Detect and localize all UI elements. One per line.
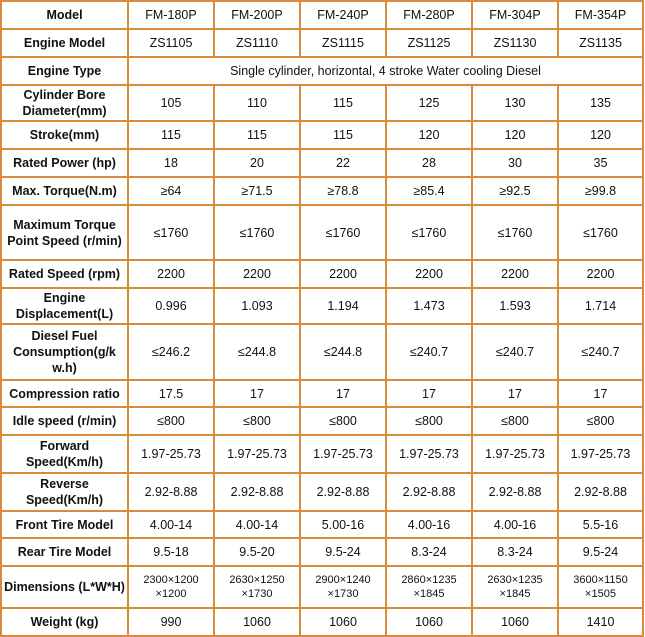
row-label: Front Tire Model	[1, 511, 128, 538]
value-cell: FM-354P	[558, 1, 643, 29]
value-cell: FM-280P	[386, 1, 472, 29]
value-cell: 4.00-16	[386, 511, 472, 538]
value-cell: 1.473	[386, 288, 472, 324]
value-cell: 120	[386, 121, 472, 149]
value-cell: ≤246.2	[128, 324, 214, 380]
value-cell: 1.093	[214, 288, 300, 324]
value-cell: ZS1125	[386, 29, 472, 57]
row-forward	[1, 435, 643, 473]
value-cell: 120	[472, 121, 558, 149]
row-label: Rated Speed (rpm)	[1, 260, 128, 288]
engine-type-value: Single cylinder, horizontal, 4 stroke Water cooling Diesel	[128, 57, 643, 85]
value-cell: ≤1760	[386, 205, 472, 260]
value-cell: ZS1130	[472, 29, 558, 57]
value-cell: 4.00-14	[214, 511, 300, 538]
value-cell: ≤1760	[558, 205, 643, 260]
value-cell: 8.3-24	[472, 538, 558, 566]
value-cell: 2200	[300, 260, 386, 288]
row-model	[1, 1, 643, 29]
row-label: Dimensions (L*W*H)	[1, 566, 128, 608]
row-engine-type	[1, 57, 643, 85]
value-cell: 28	[386, 149, 472, 177]
row-label: Idle speed (r/min)	[1, 407, 128, 435]
value-cell: ≤244.8	[300, 324, 386, 380]
value-cell: 1.97-25.73	[128, 435, 214, 473]
row-label: Engine Displacement(L)	[1, 288, 128, 324]
value-cell: 4.00-16	[472, 511, 558, 538]
value-cell: FM-304P	[472, 1, 558, 29]
value-cell: 2860×1235 ×1845	[386, 566, 472, 608]
value-cell: 110	[214, 85, 300, 121]
row-label: Engine Type	[1, 57, 128, 85]
value-cell: ≤800	[300, 407, 386, 435]
value-cell: ≤800	[214, 407, 300, 435]
value-cell: 20	[214, 149, 300, 177]
value-cell: 2200	[472, 260, 558, 288]
value-cell: FM-200P	[214, 1, 300, 29]
value-cell: ≤240.7	[472, 324, 558, 380]
row-weight	[1, 608, 643, 636]
value-cell: 1060	[472, 608, 558, 636]
value-cell: ≤800	[558, 407, 643, 435]
value-cell: 5.5-16	[558, 511, 643, 538]
value-cell: ≥78.8	[300, 177, 386, 205]
row-rear-tire	[1, 538, 643, 566]
value-cell: 1.97-25.73	[300, 435, 386, 473]
value-cell: ≥71.5	[214, 177, 300, 205]
value-cell: 115	[300, 121, 386, 149]
value-cell: ZS1115	[300, 29, 386, 57]
value-cell: 1.97-25.73	[558, 435, 643, 473]
value-cell: ≤240.7	[386, 324, 472, 380]
value-cell: 1.593	[472, 288, 558, 324]
value-cell: 135	[558, 85, 643, 121]
value-cell: ≥92.5	[472, 177, 558, 205]
value-cell: 17	[300, 380, 386, 407]
value-cell: 17.5	[128, 380, 214, 407]
value-cell: 115	[128, 121, 214, 149]
value-cell: 2.92-8.88	[472, 473, 558, 511]
value-cell: 2.92-8.88	[300, 473, 386, 511]
value-cell: ZS1135	[558, 29, 643, 57]
value-cell: 2200	[128, 260, 214, 288]
value-cell: ZS1110	[214, 29, 300, 57]
row-label: Cylinder Bore Diameter(mm)	[1, 85, 128, 121]
row-dimensions	[1, 566, 643, 608]
value-cell: 9.5-24	[558, 538, 643, 566]
value-cell: 2200	[214, 260, 300, 288]
value-cell: 2200	[558, 260, 643, 288]
row-rated-speed	[1, 260, 643, 288]
value-cell: 9.5-20	[214, 538, 300, 566]
value-cell: 9.5-18	[128, 538, 214, 566]
value-cell: 1.97-25.73	[214, 435, 300, 473]
value-cell: 30	[472, 149, 558, 177]
value-cell: ≤800	[128, 407, 214, 435]
row-compression	[1, 380, 643, 407]
value-cell: 2630×1250 ×1730	[214, 566, 300, 608]
value-cell: 2630×1235 ×1845	[472, 566, 558, 608]
row-bore	[1, 85, 643, 121]
value-cell: 1.97-25.73	[472, 435, 558, 473]
value-cell: 1.714	[558, 288, 643, 324]
value-cell: 2300×1200 ×1200	[128, 566, 214, 608]
value-cell: FM-180P	[128, 1, 214, 29]
value-cell: 2.92-8.88	[214, 473, 300, 511]
value-cell: ZS1105	[128, 29, 214, 57]
row-label: Rated Power (hp)	[1, 149, 128, 177]
value-cell: 130	[472, 85, 558, 121]
value-cell: 1060	[300, 608, 386, 636]
value-cell: 2.92-8.88	[386, 473, 472, 511]
row-fuel	[1, 324, 643, 380]
row-rated-power	[1, 149, 643, 177]
value-cell: FM-240P	[300, 1, 386, 29]
value-cell: 17	[386, 380, 472, 407]
value-cell: 2200	[386, 260, 472, 288]
row-label: Compression ratio	[1, 380, 128, 407]
value-cell: 115	[214, 121, 300, 149]
value-cell: 17	[214, 380, 300, 407]
value-cell: 2.92-8.88	[558, 473, 643, 511]
value-cell: ≤1760	[472, 205, 558, 260]
value-cell: 0.996	[128, 288, 214, 324]
value-cell: 2.92-8.88	[128, 473, 214, 511]
row-label: Engine Model	[1, 29, 128, 57]
value-cell: ≥85.4	[386, 177, 472, 205]
row-torque-speed	[1, 205, 643, 260]
value-cell: ≤1760	[300, 205, 386, 260]
value-cell: 17	[558, 380, 643, 407]
row-label: Forward Speed(Km/h)	[1, 435, 128, 473]
row-label: Rear Tire Model	[1, 538, 128, 566]
value-cell: ≥64	[128, 177, 214, 205]
value-cell: 3600×1150 ×1505	[558, 566, 643, 608]
value-cell: ≤800	[472, 407, 558, 435]
value-cell: 990	[128, 608, 214, 636]
value-cell: ≥99.8	[558, 177, 643, 205]
row-label: Weight (kg)	[1, 608, 128, 636]
value-cell: 115	[300, 85, 386, 121]
value-cell: 2900×1240 ×1730	[300, 566, 386, 608]
row-label: Model	[1, 1, 128, 29]
row-front-tire	[1, 511, 643, 538]
value-cell: 1060	[214, 608, 300, 636]
row-idle	[1, 407, 643, 435]
value-cell: 35	[558, 149, 643, 177]
value-cell: 22	[300, 149, 386, 177]
row-label: Maximum Torque Point Speed (r/min)	[1, 205, 128, 260]
row-stroke	[1, 121, 643, 149]
row-label: Max. Torque(N.m)	[1, 177, 128, 205]
value-cell: 120	[558, 121, 643, 149]
value-cell: 1410	[558, 608, 643, 636]
value-cell: 18	[128, 149, 214, 177]
value-cell: 1060	[386, 608, 472, 636]
value-cell: ≤244.8	[214, 324, 300, 380]
value-cell: 105	[128, 85, 214, 121]
value-cell: 5.00-16	[300, 511, 386, 538]
value-cell: ≤1760	[214, 205, 300, 260]
value-cell: 1.194	[300, 288, 386, 324]
row-label: Stroke(mm)	[1, 121, 128, 149]
row-displacement	[1, 288, 643, 324]
value-cell: ≤1760	[128, 205, 214, 260]
value-cell: 1.97-25.73	[386, 435, 472, 473]
row-engine-model	[1, 29, 643, 57]
row-reverse	[1, 473, 643, 511]
value-cell: 9.5-24	[300, 538, 386, 566]
value-cell: 125	[386, 85, 472, 121]
row-label: Diesel Fuel Consumption(g/k w.h)	[1, 324, 128, 380]
value-cell: 8.3-24	[386, 538, 472, 566]
row-label: Reverse Speed(Km/h)	[1, 473, 128, 511]
value-cell: ≤240.7	[558, 324, 643, 380]
value-cell: 17	[472, 380, 558, 407]
row-max-torque	[1, 177, 643, 205]
value-cell: 4.00-14	[128, 511, 214, 538]
value-cell: ≤800	[386, 407, 472, 435]
